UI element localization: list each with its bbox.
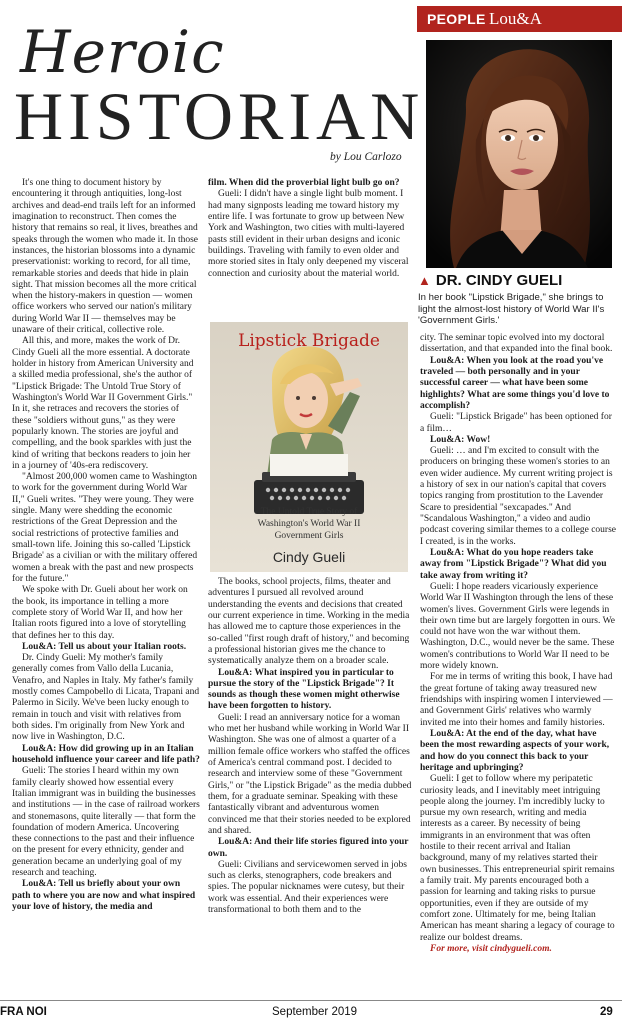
book-subtitle-line3: Government Girls: [274, 531, 344, 541]
book-title: Lipstick Brigade: [238, 331, 380, 351]
article-paragraph: city. The seminar topic evolved into my doctoral dissertation, and that expanded into the final book.: [420, 333, 613, 355]
book-cover-art: [210, 322, 408, 572]
interview-question: Lou&A: What inspired you in particular to pursue the story of the "Lipstick Brigade"? It sounds as though these women might otherwise have been forgotten to history.: [208, 667, 400, 712]
article-column-2-bottom: [208, 577, 412, 997]
photo-caption-text: In her book "Lipstick Brigade," she brings to light the almost-lost history of World War II's 'Government Girls.': [418, 292, 605, 326]
footer-publication: FRA NOI: [0, 1006, 47, 1018]
section-label: PEOPLE: [427, 11, 486, 27]
article-paragraph: Gueli: … and I'm excited to consult with the producers on bringing these women's stories to an even wider audience. My current writing project is a history of sex in our nation's capital that covers topics ranging from prostitution to the Lavender Scare to presidential "sexcapades." And "Scandalous Washington," a video and audio podcast covering similar themes to a college course I created, is in the works.: [420, 446, 616, 547]
interview-question: Lou&A: Tell us about your Italian roots.: [22, 641, 187, 652]
article-paragraph: Gueli: I didn't have a single light bulb moment. I had many signposts leading me toward history my entire life. I was fortunate to grow up between New York and Washington, two cities with multi-layered pasts still evident in their urban designs and iconic buildings. Traveling with family to even older and more storied sites in Italy only deepened my visceral connection and curiosity about the material world.: [208, 189, 409, 279]
interview-question: Lou&A: How did growing up in an Italian household influence your career and life path?: [12, 743, 200, 765]
article-paragraph: Gueli: The stories I heard within my own family clearly showed how essential every Italian immigrant was in building the businesses and institutions — in the case of railroad workers and stonemasons, quite literally — that form the foundation of modern America. Uncovering these connections to the past and their influence on the present for every ethnicity, gender and generation became an underlying goal of my research and teaching.: [12, 766, 200, 879]
book-author: Cindy Gueli: [272, 549, 346, 565]
article-paragraph: Dr. Cindy Gueli: My mother's family generally comes from Vallo della Lucania, Venafro, and Naples in Italy. My father's family mostly comes Campobello di Licata, Trapani and Palermo in Sicily. We've been lucky enough to remain in touch and visit with relatives from both sides. I'm originally from New York and now live in Washington, D.C.: [12, 653, 200, 743]
caption-name-text: DR. CINDY GUELI: [435, 272, 563, 289]
headline-main: HISTORIAN: [14, 78, 425, 154]
article-column-1: [12, 178, 200, 996]
headline-script: Heroic: [20, 18, 225, 86]
triangle-icon: ▲: [418, 273, 431, 288]
article-paragraph: "Almost 200,000 women came to Washington to work for the government during World War II," Gueli writes. "They were young. They were single. Many were shedding the economic restrictions of the Great Depression and the social restrictions of protective families and small-town life. Joining this so-called 'Lipstick Brigade' as a civilian or with the military offered women a break with the past and new prospects for the future.": [12, 472, 198, 584]
article-paragraph: The books, school projects, films, theater and adventures I pursued all revolved around understanding the events and decisions that created our current experience in time. Working in the media has allowed me to capture those experiences in the so-called "first rough draft of history," and becoming a professional historian gives me the chance to systematically analyze them on a broader scale.: [208, 577, 410, 667]
section-header: [417, 6, 622, 32]
article-paragraph: For me in terms of writing this book, I have had the great fortune of taking away treasured new friendships with inspiring women I interviewed — and Government Girls' relatives who warmly invited me into their homes and family histories.: [420, 672, 613, 728]
footer-date: September 2019: [272, 1006, 358, 1018]
photo-caption-name: [418, 272, 562, 289]
article-paragraph: Gueli: Civilians and servicewomen served in jobs such as clerks, stenographers, code breakers and spies. The popular nicknames were cutesy, but their work was essential. And their experiences were transformational to both them and to the: [208, 859, 407, 916]
portrait-image: [426, 40, 612, 268]
article-paragraph: Gueli: I get to follow where my peripatetic curiosity leads, and I inevitably meet intriguing people along the journey. I'm incredibly lucky to pursue my own research, writing and media interests as a career. By necessity of being immigrants in an environment that was often hostile to their recent arrival and Italian background, many of my relatives started their own businesses. This entrepreneurial spirit remains a family trait. My parents encouraged both a passion for learning and taking risks to pursue opportunities, even if they are outside of my comfort zone. Ultimately for me, being Italian American has meant sharing a legacy of courage to realize our boldest dreams.: [420, 774, 615, 943]
article-column-3: [420, 333, 616, 997]
website-citation: For more, visit cindygueli.com.: [430, 943, 552, 954]
book-subtitle-line1: The Untold True Story of: [260, 507, 358, 517]
footer-divider: [0, 1000, 622, 1001]
article-column-2-top: [208, 178, 412, 328]
interview-question: Lou&A: And their life stories figured into your own.: [208, 837, 409, 859]
interview-question: Lou&A: When you look at the road you've traveled — both personally and in your successful career — what have been some highlights? What are some things you'd love to accomplish?: [420, 355, 610, 411]
column-brand: Lou&A: [489, 9, 542, 28]
article-paragraph: Gueli: I hope readers vicariously experience World War II Washington through the lens of these women's lives. Government Girls were legends in their own time but are largely forgotten in ours. We could not have won the war without them. Washington, D.C., would never be the same. These women's contributions to World War II need to be more widely known.: [420, 581, 615, 672]
interview-question: Lou&A: Wow!: [430, 434, 491, 445]
article-paragraph: It's one thing to document history by encountering it through antiquities, long-lost archives and dead-end trails left for an informed imagination to reconstruct. Then comes the history that remains so real, it lives, breathes and speaks through the women who made it. In those instances, the historian blossoms into a dynamic preservationist: working to record, for all time, remarkable stories and deeds that hide in plain sight. That mission becomes all the more critical when the history-makers in question — women office workers who served our nation's military during World War II — themselves may be unaware of their critical, collective role.: [12, 178, 199, 336]
portrait-photo: [426, 40, 612, 268]
interview-question: Lou&A: Tell us briefly about your own path to where you are now and what inspired your love of history, the media and: [12, 879, 196, 912]
interview-question: Lou&A: At the end of the day, what have been the most rewarding aspects of your work, and how do you connect this back to your heritage and upbringing?: [420, 728, 610, 773]
interview-question: film. When did the proverbial light bulb go on?: [208, 178, 400, 188]
article-paragraph: Gueli: I read an anniversary notice for a woman who met her husband while working in World War II Washington. She was one of almost a quarter of a million female office workers who staffed the offices of America's central command post. I decided to research and interview some of these "Government Girls," or "the Lipstick Brigade" as the media dubbed them, for a graduate seminar. Speaking with these fantastically vibrant and adventurous women convinced me that their stories needed to be explored and shared.: [208, 712, 412, 836]
interview-question: Lou&A: What do you hope readers take away from "Lipstick Brigade"? What did you take away from writing it?: [420, 547, 607, 581]
footer-page-number: 29: [600, 1006, 613, 1018]
article-paragraph: We spoke with Dr. Gueli about her work on the book, its importance in telling a more complete story of World War II, and how her Italian roots figured into a love of storytelling that defines her to this day.: [12, 585, 188, 641]
article-paragraph: All this, and more, makes the work of Dr. Cindy Gueli all the more essential. A doctorate holder in history from American University and a skilled media professional, she's the author of "Lipstick Brigade: The Untold True Story of Washington's World War II Government Girls." In it, she retraces and recovers the stories of these "soldiers without guns," as they were popularly known. The stories are joyful and compelling, and the book sparkles with just the kind of writing that beckons readers to join her in a journey of '40s-era rediscovery.: [12, 336, 194, 471]
book-cover: [210, 322, 408, 572]
article-paragraph: Gueli: "Lipstick Brigade" has been optioned for a film…: [420, 412, 612, 434]
byline: by Lou Carlozo: [330, 151, 402, 163]
book-subtitle-line2: Washington's World War II: [257, 519, 361, 529]
